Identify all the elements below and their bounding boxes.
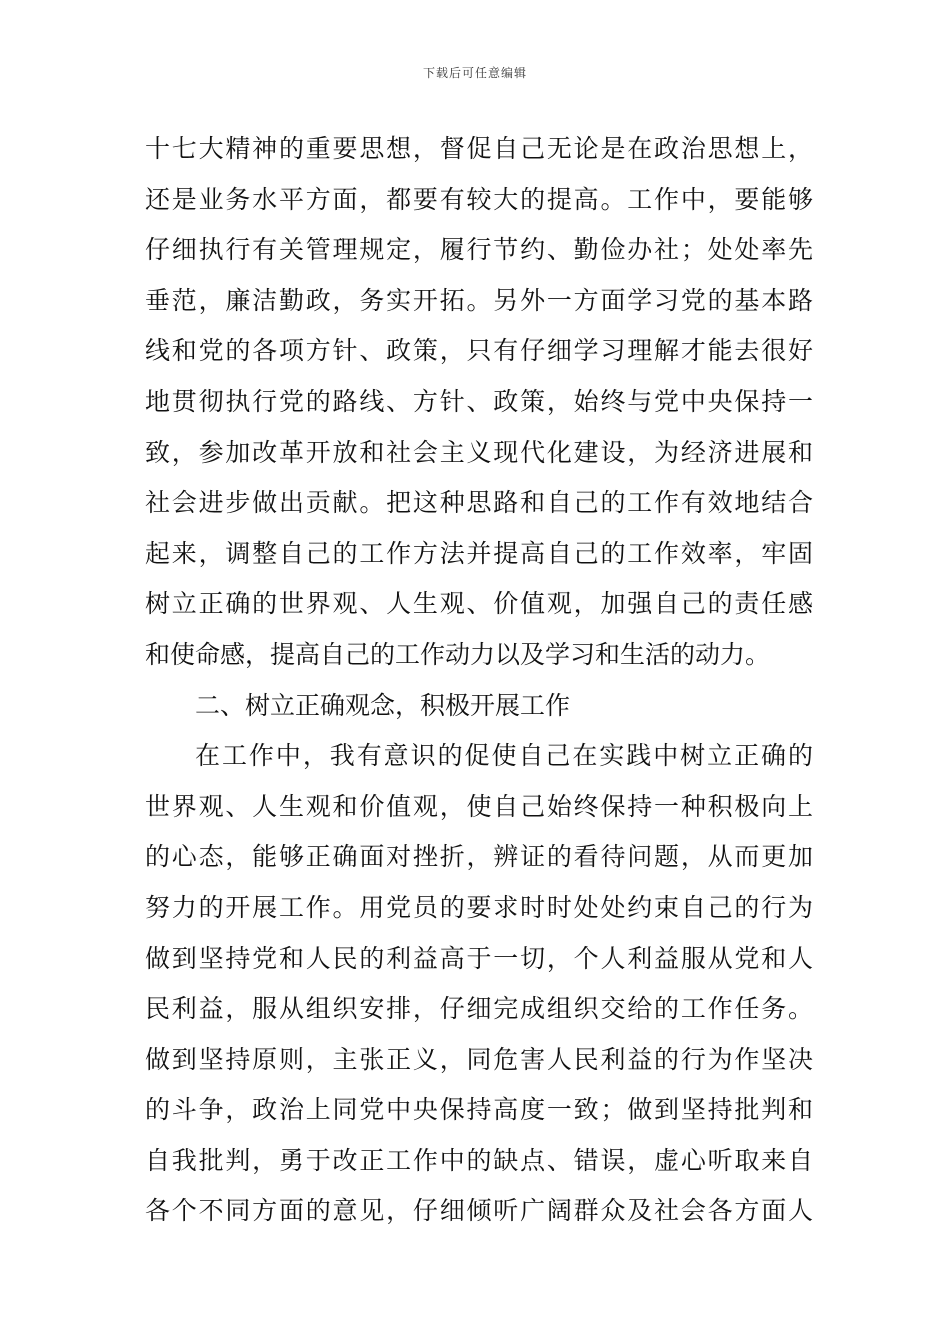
page-header: 下载后可任意编辑 [422,66,527,80]
paragraph-line: 十七大精神的重要思想，督促自己无论是在政治思想上， [145,134,813,163]
paragraph-line: 世界观、人生观和价值观，使自己始终保持一种积极向上 [145,791,813,821]
paragraph-line: 树立正确的世界观、人生观、价值观，加强自己的责任感 [145,589,813,619]
document-body [145,124,813,1237]
paragraph-line: 线和党的各项方针、政策，只有仔细学习理解才能去很好 [145,336,813,366]
paragraph-line: 致，参加改革开放和社会主义现代化建设，为经济进展和 [145,437,813,467]
section-heading: 二、树立正确观念，积极开展工作 [195,690,571,720]
paragraph-line: 做到坚持党和人民的利益高于一切，个人利益服从党和人 [145,943,813,973]
paragraph-line: 做到坚持原则，主张正义，同危害人民利益的行为作坚决 [145,1044,813,1074]
paragraph-line: 民利益，服从组织安排，仔细完成组织交给的工作任务。 [145,994,813,1024]
paragraph-line: 各个不同方面的意见，仔细倾听广阔群众及社会各方面人 [145,1196,813,1226]
paragraph-line: 社会进步做出贡献。把这种思路和自己的工作有效地结合 [145,488,813,518]
paragraph-line: 地贯彻执行党的路线、方针、政策，始终与党中央保持一 [145,386,813,416]
paragraph-line: 和使命感，提高自己的工作动力以及学习和生活的动力。 [145,639,771,669]
paragraph-line: 的斗争，政治上同党中央保持高度一致；做到坚持批判和 [145,1095,813,1125]
paragraph-line: 在工作中，我有意识的促使自己在实践中树立正确的 [195,741,813,771]
paragraph-line: 起来，调整自己的工作方法并提高自己的工作效率，牢固 [145,538,813,568]
paragraph-line: 垂范，廉洁勤政，务实开拓。另外一方面学习党的基本路 [145,285,813,315]
paragraph-line: 还是业务水平方面，都要有较大的提高。工作中，要能够 [145,184,813,214]
paragraph-line: 自我批判，勇于改正工作中的缺点、错误，虚心听取来自 [145,1145,813,1175]
paragraph-line: 仔细执行有关管理规定，履行节约、勤俭办社；处处率先 [145,235,813,265]
paragraph-line: 的心态，能够正确面对挫折，辨证的看待问题，从而更加 [145,842,813,872]
paragraph-line: 努力的开展工作。用党员的要求时时处处约束自己的行为 [145,892,813,922]
